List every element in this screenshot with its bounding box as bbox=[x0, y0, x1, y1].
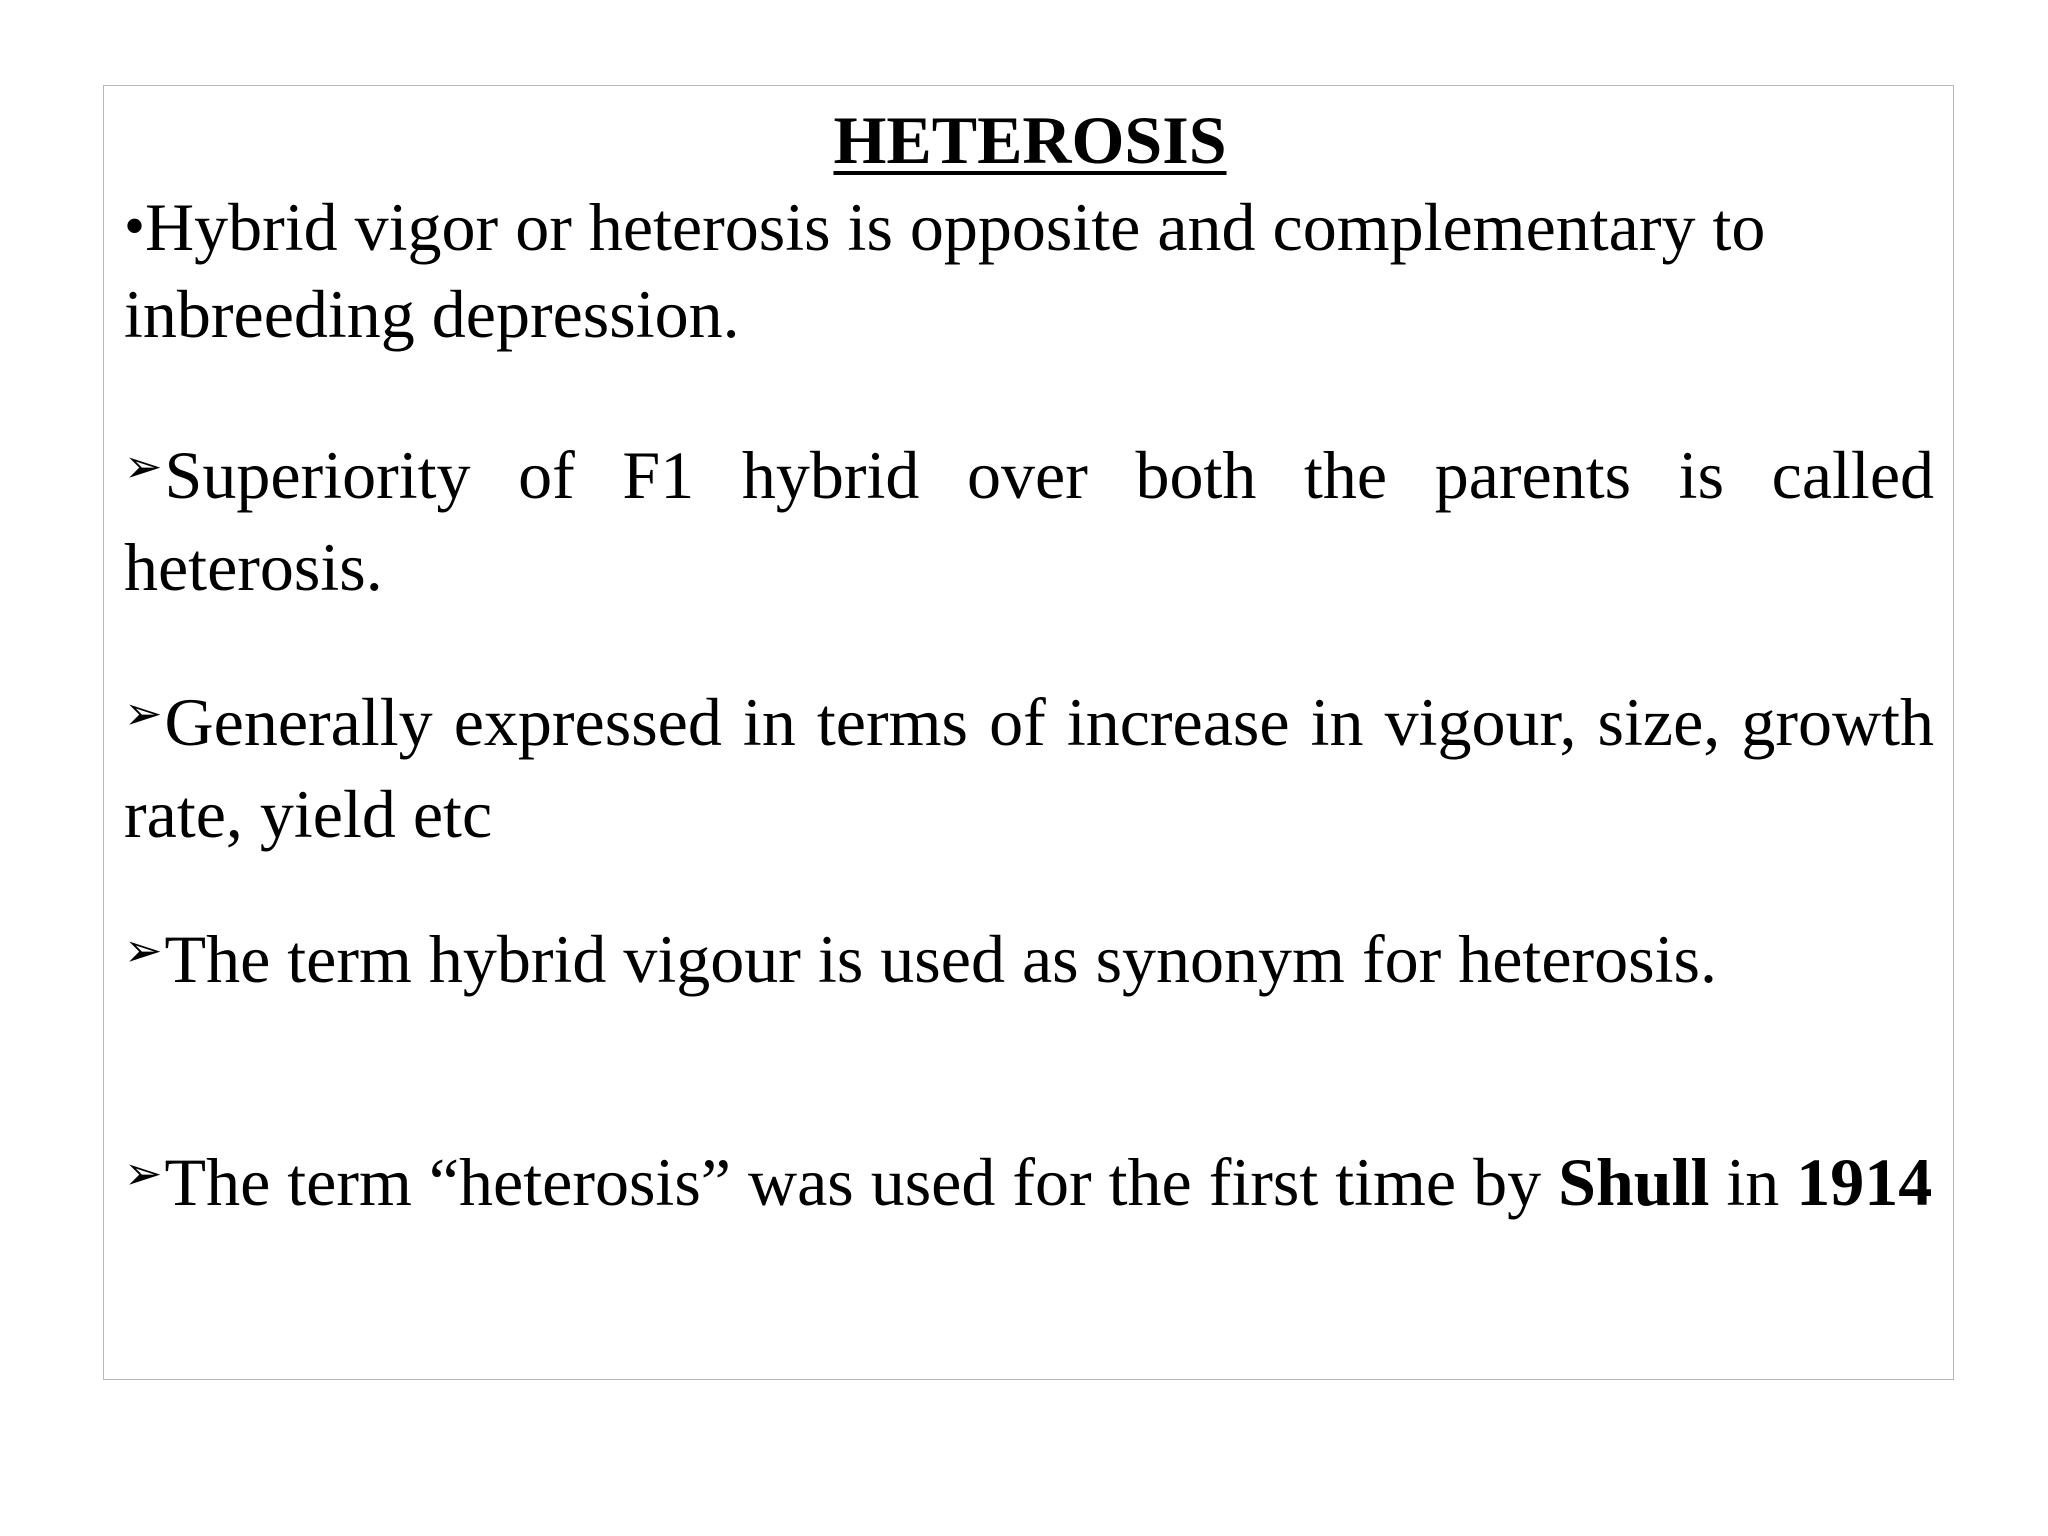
point-expression bbox=[124, 680, 1934, 856]
arrow-bullet-icon: ➢ bbox=[124, 688, 163, 739]
point-hybrid-vigor-text: Hybrid vigor or heterosis is opposite and complementary to inbreeding depression. bbox=[124, 189, 1766, 352]
slide-title: HETEROSIS bbox=[833, 102, 1227, 178]
point-shull-year: 1914 bbox=[1796, 1144, 1933, 1220]
arrow-bullet-icon: ➢ bbox=[124, 441, 163, 492]
point-expression-text: Generally expressed in terms of increase in vigour, size, growth rate, yield etc bbox=[124, 684, 1934, 852]
point-shull-name: Shull bbox=[1558, 1144, 1710, 1220]
point-superiority-text: Superiority of F1 hybrid over both the parents is called heterosis. bbox=[124, 437, 1934, 605]
point-hybrid-vigor bbox=[124, 185, 1934, 356]
point-shull-text-middle: in bbox=[1709, 1144, 1797, 1220]
point-superiority bbox=[124, 433, 1934, 609]
arrow-bullet-icon: ➢ bbox=[124, 1148, 163, 1199]
arrow-bullet-icon: ➢ bbox=[124, 925, 163, 976]
bullet-dot-icon: • bbox=[124, 193, 146, 259]
point-synonym-text: The term hybrid vigour is used as synonym for heterosis. bbox=[164, 921, 1717, 997]
point-synonym bbox=[124, 917, 1934, 1009]
point-shull bbox=[124, 1140, 1934, 1232]
point-shull-text-before: The term “heterosis” was used for the first time by bbox=[164, 1144, 1559, 1220]
